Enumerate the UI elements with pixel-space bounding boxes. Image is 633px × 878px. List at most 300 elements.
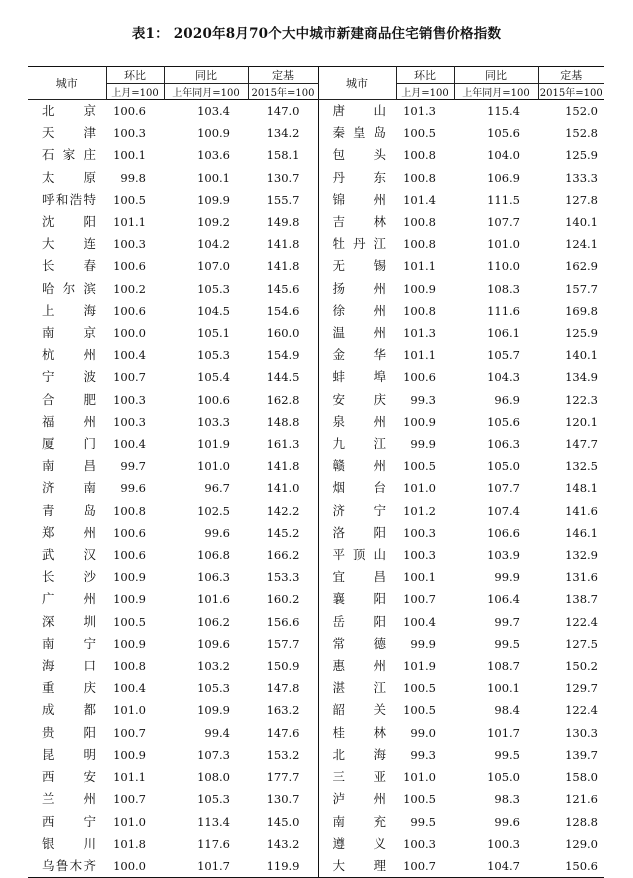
mom-index-cell: 101.0 [113,703,146,718]
fixed-base-index-cell: 119.9 [266,858,300,873]
mom-index-cell: 100.8 [403,237,436,252]
mom-index-cell: 99.9 [410,437,436,452]
city-name-cell: 大理 [318,855,396,878]
mom-index-cell: 100.5 [113,192,146,207]
fixed-base-index-cell: 147.0 [266,104,300,118]
header-city: 城市 [28,67,106,100]
fixed-base-index-cell: 134.2 [266,126,300,141]
table-row [28,566,604,588]
yoy-index-cell: 101.9 [197,437,230,452]
yoy-index-cell: 103.9 [487,548,520,563]
mom-index-cell: 101.4 [403,192,436,207]
mom-index-cell: 99.7 [120,459,146,474]
city-name-cell: 长沙 [42,569,96,585]
yoy-index-cell: 99.6 [204,525,230,540]
table-row [28,322,604,344]
yoy-index-cell: 98.3 [494,792,520,807]
mom-index-cell: 101.1 [403,259,436,274]
yoy-index-cell: 105.3 [197,281,230,296]
mom-index-cell: 100.5 [403,459,436,474]
fixed-base-index-cell: 162.8 [266,392,300,407]
table-header [28,67,604,100]
fixed-base-index-cell: 141.0 [266,481,300,496]
fixed-base-index-cell: 149.8 [266,215,300,230]
yoy-index-cell: 106.9 [487,170,520,185]
fixed-base-index-cell: 160.0 [266,326,300,341]
table-row [28,611,604,633]
city-name-cell: 遵义 [318,833,396,855]
mom-index-cell: 101.3 [403,104,436,118]
fixed-base-index-cell: 144.5 [266,370,300,385]
yoy-index-cell: 101.6 [197,592,230,607]
yoy-index-cell: 96.9 [494,392,520,407]
city-name-cell: 济南 [42,480,96,496]
table-row [28,278,604,300]
yoy-index-cell: 106.4 [487,592,520,607]
mom-index-cell: 100.7 [403,858,436,873]
city-name-cell: 石家庄 [42,147,96,163]
mom-index-cell: 99.3 [410,747,436,762]
yoy-index-cell: 103.4 [197,104,230,118]
mom-index-cell: 100.8 [113,659,146,674]
yoy-index-cell: 103.3 [197,414,230,429]
city-name-cell: 岳阳 [318,611,396,633]
price-index-table [28,66,604,878]
header-yoy: 同比 [164,67,248,84]
fixed-base-index-cell: 162.9 [565,259,598,274]
yoy-index-cell: 96.7 [204,481,230,496]
header-yoy-base-right: 上年同月=100 [454,84,538,100]
city-name-cell: 海口 [42,658,96,674]
fixed-base-index-cell: 143.2 [266,836,300,851]
fixed-base-index-cell: 139.7 [565,747,598,762]
table-row [28,766,604,788]
table-row [28,433,604,455]
yoy-index-cell: 104.7 [487,858,520,873]
fixed-base-index-cell: 152.0 [565,104,598,118]
fixed-base-index-cell: 125.9 [565,148,598,163]
mom-index-cell: 100.9 [403,281,436,296]
fixed-base-index-cell: 153.2 [266,747,300,762]
table-row [28,633,604,655]
fixed-base-index-cell: 150.6 [565,858,598,873]
mom-index-cell: 100.8 [113,503,146,518]
mom-index-cell: 100.4 [113,437,146,452]
fixed-base-index-cell: 142.2 [266,503,300,518]
fixed-base-index-cell: 125.9 [565,326,598,341]
yoy-index-cell: 104.0 [487,148,520,163]
yoy-index-cell: 98.4 [494,703,520,718]
yoy-index-cell: 111.5 [487,192,520,207]
yoy-index-cell: 106.8 [197,548,230,563]
city-name-cell: 杭州 [42,347,96,363]
city-name-cell: 泉州 [318,411,396,433]
yoy-index-cell: 99.9 [494,570,520,585]
mom-index-cell: 100.4 [113,348,146,363]
mom-index-cell: 99.3 [410,392,436,407]
mom-index-cell: 101.3 [403,326,436,341]
table-row [28,300,604,322]
yoy-index-cell: 101.0 [197,459,230,474]
fixed-base-index-cell: 161.3 [266,437,300,452]
mom-index-cell: 101.1 [113,215,146,230]
yoy-index-cell: 106.3 [487,437,520,452]
mom-index-cell: 100.8 [403,215,436,230]
header-fixed-right: 定基 [538,67,604,84]
fixed-base-index-cell: 141.6 [565,503,598,518]
table-row [28,189,604,211]
mom-index-cell: 100.3 [403,525,436,540]
fixed-base-index-cell: 147.6 [266,725,300,740]
table-row [28,144,604,166]
mom-index-cell: 100.3 [113,126,146,141]
mom-index-cell: 100.4 [113,681,146,696]
fixed-base-index-cell: 130.7 [266,170,300,185]
yoy-index-cell: 104.2 [197,237,230,252]
fixed-base-index-cell: 156.6 [266,614,300,629]
city-name-cell: 锦州 [318,189,396,211]
table-row [28,833,604,855]
table-row [28,233,604,255]
mom-index-cell: 100.9 [113,570,146,585]
city-name-cell: 深圳 [42,613,96,629]
table-row [28,655,604,677]
yoy-index-cell: 99.4 [204,725,230,740]
city-name-cell: 南昌 [42,458,96,474]
table-row [28,167,604,189]
yoy-index-cell: 109.2 [197,215,230,230]
header-mom-right: 环比 [396,67,454,84]
table-title: 表1： 2020年8月70个大中城市新建商品住宅销售价格指数 [131,26,502,42]
table-row [28,677,604,699]
city-name-cell: 天津 [42,125,96,141]
mom-index-cell: 100.8 [403,170,436,185]
yoy-index-cell: 105.7 [487,348,520,363]
fixed-base-index-cell: 147.8 [266,681,300,696]
table-row [28,211,604,233]
city-name-cell: 温州 [318,322,396,344]
fixed-base-index-cell: 122.4 [565,703,598,718]
yoy-index-cell: 113.4 [197,814,230,829]
mom-index-cell: 100.6 [113,259,146,274]
mom-index-cell: 101.0 [113,814,146,829]
city-name-cell: 北海 [318,744,396,766]
yoy-index-cell: 104.3 [487,370,520,385]
mom-index-cell: 100.2 [113,281,146,296]
fixed-base-index-cell: 127.8 [565,192,598,207]
fixed-base-index-cell: 134.9 [565,370,598,385]
fixed-base-index-cell: 155.7 [266,192,300,207]
yoy-index-cell: 106.1 [487,326,520,341]
yoy-index-cell: 100.1 [487,681,520,696]
mom-index-cell: 100.6 [113,303,146,318]
yoy-index-cell: 107.3 [197,747,230,762]
price-index-table-container [28,66,604,878]
city-name-cell: 宜昌 [318,566,396,588]
city-name-cell: 银川 [42,835,96,851]
fixed-base-index-cell: 133.3 [565,170,598,185]
header-yoy-base: 上年同月=100 [164,84,248,100]
city-name-cell: 三亚 [318,766,396,788]
yoy-index-cell: 104.5 [197,303,230,318]
city-name-cell: 郑州 [42,524,96,540]
table-row [28,788,604,810]
table-row [28,522,604,544]
mom-index-cell: 101.2 [403,503,436,518]
fixed-base-index-cell: 158.0 [565,770,598,785]
yoy-index-cell: 110.0 [487,259,520,274]
fixed-base-index-cell: 163.2 [266,703,300,718]
mom-index-cell: 99.5 [410,814,436,829]
mom-index-cell: 101.1 [403,348,436,363]
mom-index-cell: 101.9 [403,659,436,674]
fixed-base-index-cell: 129.0 [565,836,598,851]
mom-index-cell: 99.9 [410,636,436,651]
yoy-index-cell: 109.9 [197,192,230,207]
fixed-base-index-cell: 154.6 [266,303,300,318]
yoy-index-cell: 99.6 [494,814,520,829]
city-name-cell: 贵阳 [42,724,96,740]
city-name-cell: 蚌埠 [318,366,396,388]
fixed-base-index-cell: 124.1 [565,237,598,252]
yoy-index-cell: 107.7 [487,481,520,496]
yoy-index-cell: 102.5 [197,503,230,518]
fixed-base-index-cell: 157.7 [565,281,598,296]
fixed-base-index-cell: 158.1 [266,148,300,163]
city-name-cell: 无锡 [318,255,396,277]
yoy-index-cell: 103.6 [197,148,230,163]
city-name-cell: 惠州 [318,655,396,677]
fixed-base-index-cell: 146.1 [565,525,598,540]
yoy-index-cell: 108.7 [487,659,520,674]
yoy-index-cell: 109.6 [197,636,230,651]
mom-index-cell: 99.8 [120,170,146,185]
fixed-base-index-cell: 131.6 [565,570,598,585]
yoy-index-cell: 106.6 [487,525,520,540]
fixed-base-index-cell: 152.8 [565,126,598,141]
mom-index-cell: 100.5 [403,792,436,807]
city-name-cell: 韶关 [318,699,396,721]
city-name-cell: 西安 [42,769,96,785]
table-row [28,477,604,499]
yoy-index-cell: 107.0 [197,259,230,274]
fixed-base-index-cell: 121.6 [565,792,598,807]
city-name-cell: 扬州 [318,278,396,300]
city-name-cell: 九江 [318,433,396,455]
fixed-base-index-cell: 169.8 [565,303,598,318]
mom-index-cell: 101.8 [113,836,146,851]
fixed-base-index-cell: 145.2 [266,525,300,540]
city-name-cell: 厦门 [42,436,96,452]
fixed-base-index-cell: 120.1 [565,414,598,429]
mom-index-cell: 100.7 [113,370,146,385]
city-name-cell: 昆明 [42,746,96,762]
city-name-cell: 唐山 [318,100,396,123]
mom-index-cell: 100.5 [113,614,146,629]
table-body [28,100,604,878]
header-mom-base-right: 上月=100 [396,84,454,100]
mom-index-cell: 100.3 [113,237,146,252]
city-name-cell: 徐州 [318,300,396,322]
fixed-base-index-cell: 132.5 [565,459,598,474]
yoy-index-cell: 101.7 [197,858,230,873]
fixed-base-index-cell: 157.7 [266,636,300,651]
yoy-index-cell: 105.3 [197,792,230,807]
city-name-cell: 桂林 [318,722,396,744]
yoy-index-cell: 105.0 [487,770,520,785]
table-row [28,500,604,522]
yoy-index-cell: 100.1 [197,170,230,185]
table-row [28,588,604,610]
city-name-cell: 重庆 [42,680,96,696]
yoy-index-cell: 105.6 [487,414,520,429]
city-name-cell: 合肥 [42,391,96,407]
mom-index-cell: 100.3 [403,836,436,851]
mom-index-cell: 100.9 [403,414,436,429]
mom-index-cell: 100.9 [113,636,146,651]
city-name-cell: 洛阳 [318,522,396,544]
header-yoy-right: 同比 [454,67,538,84]
fixed-base-index-cell: 160.2 [266,592,300,607]
city-name-cell: 吉林 [318,211,396,233]
yoy-index-cell: 99.7 [494,614,520,629]
mom-index-cell: 100.8 [403,148,436,163]
city-name-cell: 青岛 [42,502,96,518]
city-name-cell: 常德 [318,633,396,655]
header-mom: 环比 [106,67,164,84]
yoy-index-cell: 108.3 [487,281,520,296]
city-name-cell: 广州 [42,591,96,607]
yoy-index-cell: 111.6 [487,303,520,318]
yoy-index-cell: 105.3 [197,348,230,363]
fixed-base-index-cell: 128.8 [565,814,598,829]
fixed-base-index-cell: 127.5 [565,636,598,651]
city-name-cell: 秦皇岛 [318,122,396,144]
mom-index-cell: 100.5 [403,681,436,696]
yoy-index-cell: 101.0 [487,237,520,252]
header-fixed-base-right: 2015年=100 [538,84,604,100]
table-row [28,699,604,721]
city-name-cell: 西宁 [42,813,96,829]
yoy-index-cell: 100.9 [197,126,230,141]
city-name-cell: 南京 [42,325,96,341]
fixed-base-index-cell: 148.8 [266,414,300,429]
fixed-base-index-cell: 141.8 [266,237,300,252]
yoy-index-cell: 106.2 [197,614,230,629]
city-name-cell: 乌鲁木齐 [42,857,96,873]
fixed-base-index-cell: 132.9 [565,548,598,563]
city-name-cell: 成都 [42,702,96,718]
city-name-cell: 呼和浩特 [42,191,96,207]
mom-index-cell: 100.6 [113,104,146,118]
city-name-cell: 宁波 [42,369,96,385]
table-row [28,455,604,477]
mom-index-cell: 100.7 [403,592,436,607]
table-row [28,366,604,388]
fixed-base-index-cell: 145.0 [266,814,300,829]
city-name-cell: 武汉 [42,547,96,563]
city-name-cell: 平顶山 [318,544,396,566]
mom-index-cell: 100.0 [113,858,146,873]
mom-index-cell: 100.0 [113,326,146,341]
city-name-cell: 赣州 [318,455,396,477]
yoy-index-cell: 107.4 [487,503,520,518]
fixed-base-index-cell: 145.6 [266,281,300,296]
mom-index-cell: 101.1 [113,770,146,785]
fixed-base-index-cell: 129.7 [565,681,598,696]
city-name-cell: 沈阳 [42,214,96,230]
yoy-index-cell: 100.3 [487,836,520,851]
mom-index-cell: 100.7 [113,792,146,807]
mom-index-cell: 99.6 [120,481,146,496]
header-city-right: 城市 [318,67,396,100]
table-row [28,122,604,144]
city-name-cell: 烟台 [318,477,396,499]
city-name-cell: 上海 [42,302,96,318]
mom-index-cell: 100.3 [113,392,146,407]
yoy-index-cell: 115.4 [487,104,520,118]
fixed-base-index-cell: 147.7 [565,437,598,452]
mom-index-cell: 100.9 [113,747,146,762]
city-name-cell: 泸州 [318,788,396,810]
city-name-cell: 大连 [42,236,96,252]
mom-index-cell: 100.6 [403,370,436,385]
city-name-cell: 安庆 [318,389,396,411]
fixed-base-index-cell: 130.3 [565,725,598,740]
yoy-index-cell: 107.7 [487,215,520,230]
yoy-index-cell: 117.6 [197,836,230,851]
yoy-index-cell: 101.7 [487,725,520,740]
header-mom-base: 上月=100 [106,84,164,100]
yoy-index-cell: 108.0 [197,770,230,785]
city-name-cell: 包头 [318,144,396,166]
city-name-cell: 太原 [42,169,96,185]
city-name-cell: 丹东 [318,167,396,189]
mom-index-cell: 100.3 [403,548,436,563]
yoy-index-cell: 99.5 [494,747,520,762]
table-row [28,411,604,433]
fixed-base-index-cell: 153.3 [266,570,300,585]
table-row [28,389,604,411]
table-row [28,744,604,766]
fixed-base-index-cell: 122.4 [565,614,598,629]
city-name-cell: 南宁 [42,635,96,651]
yoy-index-cell: 100.6 [197,392,230,407]
city-name-cell: 福州 [42,413,96,429]
city-name-cell: 长春 [42,258,96,274]
mom-index-cell: 101.0 [403,481,436,496]
mom-index-cell: 100.5 [403,703,436,718]
yoy-index-cell: 109.9 [197,703,230,718]
mom-index-cell: 100.5 [403,126,436,141]
fixed-base-index-cell: 150.9 [266,659,300,674]
mom-index-cell: 100.8 [403,303,436,318]
fixed-base-index-cell: 130.7 [266,792,300,807]
mom-index-cell: 100.9 [113,592,146,607]
mom-index-cell: 100.7 [113,725,146,740]
city-name-cell: 牡丹江 [318,233,396,255]
yoy-index-cell: 105.3 [197,681,230,696]
yoy-index-cell: 103.2 [197,659,230,674]
fixed-base-index-cell: 140.1 [565,348,598,363]
city-name-cell: 哈尔滨 [42,280,96,296]
fixed-base-index-cell: 150.2 [565,659,598,674]
mom-index-cell: 99.0 [410,725,436,740]
yoy-index-cell: 105.6 [487,126,520,141]
fixed-base-index-cell: 177.7 [266,770,300,785]
mom-index-cell: 101.0 [403,770,436,785]
fixed-base-index-cell: 166.2 [266,548,300,563]
